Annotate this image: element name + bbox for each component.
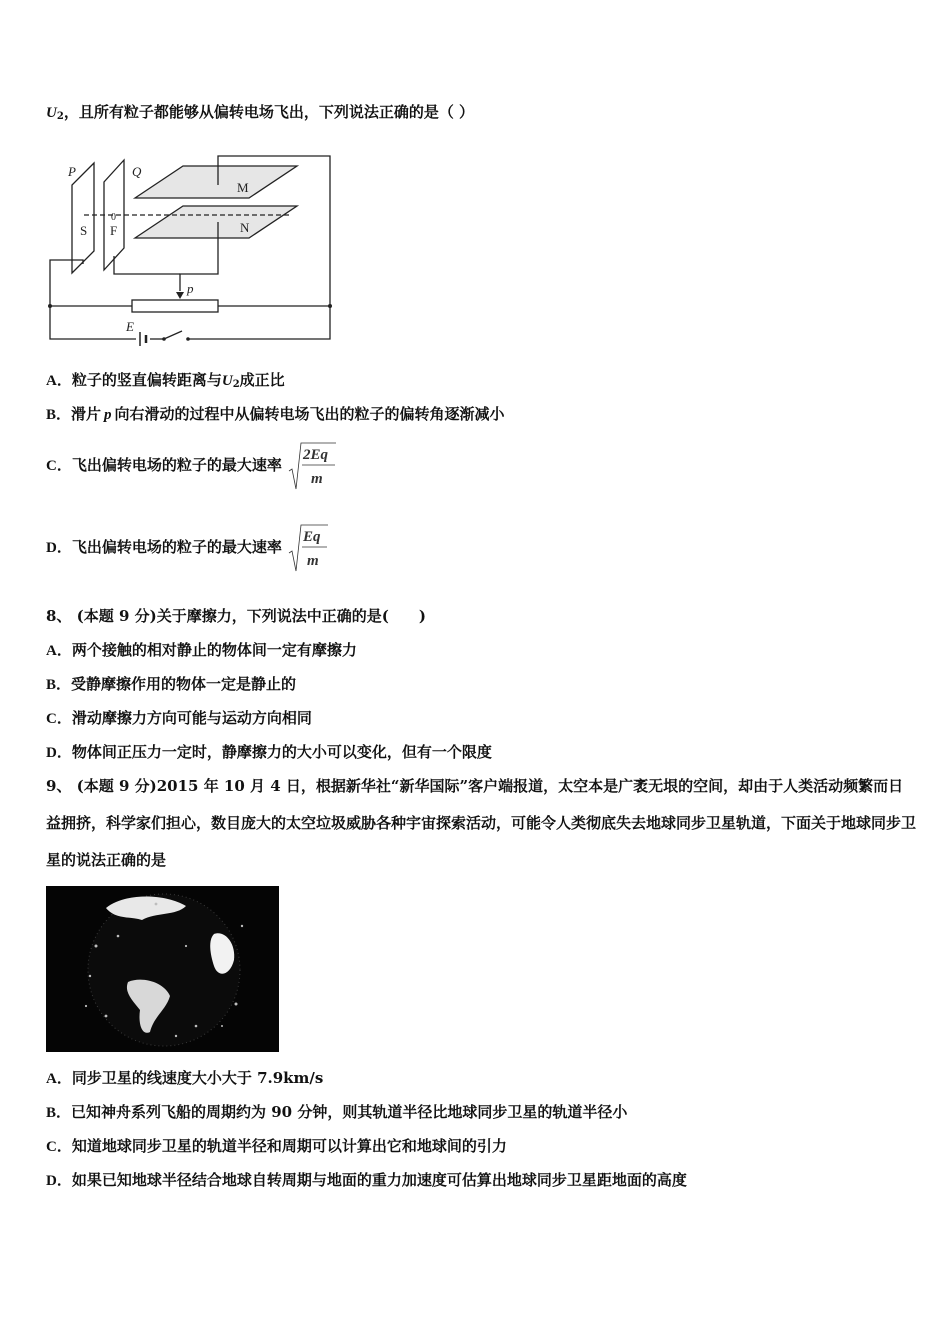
sqrt-eq-over-m <box>287 523 329 573</box>
option-text: 滑片 <box>71 405 102 423</box>
plate-p <box>72 163 94 273</box>
option-letter: C． <box>46 1139 72 1155</box>
q7-stem <box>46 102 474 127</box>
option-text: 受静摩擦作用的物体一定是静止的 <box>71 675 297 693</box>
option-text: 成正比 <box>239 371 285 389</box>
q8-option-b[interactable] <box>46 674 296 695</box>
option-letter: B． <box>46 1105 72 1121</box>
q8-stem: 8、 (本题 9 分)关于摩擦力，下列说法中正确的是( ) <box>46 607 426 625</box>
label-q-plate: Q <box>132 164 142 179</box>
label-f: F <box>110 223 118 238</box>
option-text: 两个接触的相对静止的物体间一定有摩擦力 <box>71 641 357 659</box>
q9-option-d[interactable] <box>46 1170 687 1191</box>
wire-bottom-left <box>50 306 136 339</box>
option-letter: D． <box>46 540 72 556</box>
option-text: 物体间正压力一定时，静摩擦力的大小可以变化，但有一个限度 <box>71 743 492 761</box>
slider-arrow-icon <box>176 292 184 299</box>
q9-option-c[interactable] <box>46 1136 507 1157</box>
circuit-diagram <box>40 148 340 348</box>
option-letter: B． <box>46 407 72 423</box>
option-letter: A． <box>46 1071 72 1087</box>
option-text: 知道地球同步卫星的轨道半径和周期可以计算出它和地球间的引力 <box>71 1137 507 1155</box>
label-o: 0 <box>111 212 116 223</box>
option-text: 同步卫星的线速度大小大于 7.9km/s <box>71 1069 324 1087</box>
fraction-denominator: m <box>307 553 319 569</box>
option-letter: D． <box>46 745 72 761</box>
q7-option-c[interactable] <box>46 440 337 491</box>
q9-option-b[interactable] <box>46 1102 627 1123</box>
q8-option-a[interactable] <box>46 640 357 661</box>
switch-blade <box>164 331 182 339</box>
label-s: S <box>80 223 88 238</box>
q9-stem: 9、 (本题 9 分)2015 年 10 月 4 日，根据新华社“新华国际”客户端报道，太空本是广袤无垠的空间，却由于人类活动频繁而日益拥挤，科学家们担心，数目庞大的太空垃圾威胁各种宇宙探索活动，可能令人类彻底失去地球同步卫星轨道，下面关于地球同步卫星的说法正确的是 <box>46 777 917 869</box>
q7-stem-text: ，且所有粒子都能够从偏转电场飞出，下列说法正确的是（ ） <box>63 103 475 121</box>
sqrt-2eq-over-m <box>287 441 337 491</box>
label-m: M <box>237 180 249 195</box>
q7-option-d[interactable] <box>46 522 329 573</box>
option-text: 滑动摩擦力方向可能与运动方向相同 <box>71 709 312 727</box>
junction-dot <box>48 304 52 308</box>
option-text: 向右滑动的过程中从偏转电场飞出的粒子的偏转角逐渐减小 <box>114 405 505 423</box>
label-e: E <box>126 319 134 334</box>
q8-option-d[interactable] <box>46 742 492 763</box>
wire-q <box>114 256 180 274</box>
fraction-denominator: m <box>311 471 323 487</box>
label-n: N <box>240 220 250 235</box>
junction-dot <box>328 304 332 308</box>
q7-option-b[interactable] <box>46 404 505 425</box>
label-p-plate: P <box>68 164 76 179</box>
q7-stem-var: U <box>46 105 57 121</box>
rheostat <box>132 300 218 312</box>
option-letter: C． <box>46 458 72 474</box>
wire-bottom-right <box>188 306 330 339</box>
option-text: 如果已知地球半径结合地球自转周期与地面的重力加速度可估算出地球同步卫星距地面的高度 <box>71 1171 687 1189</box>
plate-m <box>135 166 297 198</box>
option-sub: 2 <box>232 379 240 390</box>
option-var: U <box>221 373 233 389</box>
q8-option-c[interactable] <box>46 708 312 729</box>
option-letter: A． <box>46 373 72 389</box>
option-letter: C． <box>46 711 72 727</box>
option-text: 已知神舟系列飞船的周期约为 90 分钟，则其轨道半径比地球同步卫星的轨道半径小 <box>71 1103 628 1121</box>
label-slider-p: p <box>187 281 194 296</box>
switch-contact-1 <box>162 337 166 341</box>
option-text: 飞出偏转电场的粒子的最大速率 <box>71 538 282 556</box>
option-letter: B． <box>46 677 72 693</box>
q7-stem-sub: 2 <box>56 111 64 122</box>
option-text: 飞出偏转电场的粒子的最大速率 <box>71 456 282 474</box>
switch-contact-2 <box>186 337 190 341</box>
option-text: 粒子的竖直偏转距离与 <box>71 371 222 389</box>
q9-option-a[interactable] <box>46 1068 323 1089</box>
earth-image <box>46 886 279 1052</box>
fraction-numerator: 2Eq <box>303 447 329 463</box>
option-letter: A． <box>46 643 72 659</box>
fraction-numerator: Eq <box>303 529 321 545</box>
option-letter: D． <box>46 1173 72 1189</box>
q7-option-a[interactable] <box>46 370 285 395</box>
option-var: p <box>104 407 112 423</box>
plate-n <box>135 206 297 238</box>
